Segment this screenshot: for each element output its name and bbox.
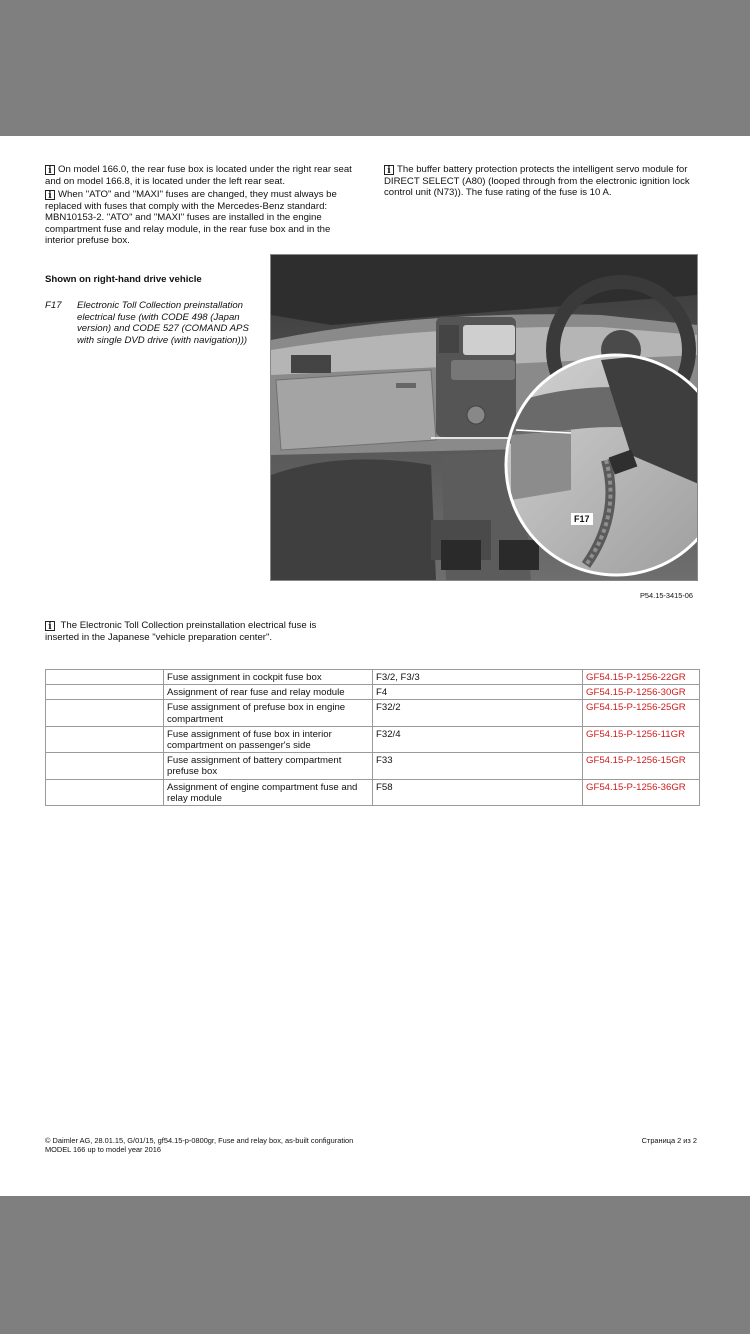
- row-fuses: F58: [373, 779, 583, 805]
- footer-line-1: © Daimler AG, 28.01.15, G/01/15, gf54.15-p-0800gr, Fuse and relay box, as-built configuration: [45, 1136, 354, 1145]
- info-icon: i: [45, 621, 55, 631]
- row-reference-link[interactable]: GF54.15-P-1256-30GR: [583, 685, 700, 700]
- table-row: [46, 726, 700, 752]
- row-fuses: F4: [373, 685, 583, 700]
- row-label: [46, 700, 164, 726]
- table-row: [46, 685, 700, 700]
- row-label: [46, 753, 164, 779]
- dashboard-illustration: [271, 255, 697, 580]
- row-reference-link[interactable]: GF54.15-P-1256-36GR: [583, 779, 700, 805]
- row-description: Fuse assignment in cockpit fuse box: [164, 670, 373, 685]
- note-ato-maxi: [45, 189, 357, 247]
- note-etc: [45, 620, 345, 643]
- row-description: Fuse assignment of fuse box in interior compartment on passenger's side: [164, 726, 373, 752]
- info-icon: i: [45, 190, 55, 200]
- callout-label-f17: F17: [571, 513, 593, 525]
- note-rear-fuse-box-text: On model 166.0, the rear fuse box is located under the right rear seat and on model 166.8, it is located under the left rear seat.: [45, 164, 352, 187]
- footer-copyright: [45, 1136, 353, 1155]
- row-label: [46, 670, 164, 685]
- row-fuses: F33: [373, 753, 583, 779]
- row-fuses: F32/2: [373, 700, 583, 726]
- row-fuses: F32/4: [373, 726, 583, 752]
- note-ato-maxi-text: When "ATO" and "MAXI" fuses are changed, they must always be replaced with fuses that comply with the Mercedes-Benz standard: MBN10153-2. "ATO" and "MAXI" fuses are installed in the engine compartment fuse and relay module, in the rear fuse box and in the interior prefuse box.: [45, 189, 337, 247]
- row-label: [46, 779, 164, 805]
- info-icon: i: [45, 165, 55, 175]
- row-reference-link[interactable]: GF54.15-P-1256-11GR: [583, 726, 700, 752]
- row-description: Assignment of engine compartment fuse and relay module: [164, 779, 373, 805]
- dashboard-figure: [270, 254, 698, 581]
- fuse-assignment-table: [45, 669, 700, 806]
- row-reference-link[interactable]: GF54.15-P-1256-22GR: [583, 670, 700, 685]
- row-description: Assignment of rear fuse and relay module: [164, 685, 373, 700]
- row-fuses: F3/2, F3/3: [373, 670, 583, 685]
- row-label: [46, 726, 164, 752]
- table-row: [46, 779, 700, 805]
- table-row: [46, 670, 700, 685]
- table-row: [46, 700, 700, 726]
- row-description: Fuse assignment of prefuse box in engine compartment: [164, 700, 373, 726]
- table-row: [46, 753, 700, 779]
- figure-id: P54.15-3415-06: [640, 591, 694, 600]
- row-reference-link[interactable]: GF54.15-P-1256-15GR: [583, 753, 700, 779]
- note-buffer-battery-text: The buffer battery protection protects the intelligent servo module for DIRECT SELECT (A80) (looped through from the electronic ignition lock control unit (N73)). The fuse rating of the fuse is 10 A.: [384, 164, 690, 199]
- footer-line-2: MODEL 166 up to model year 2016: [45, 1145, 161, 1155]
- row-reference-link[interactable]: GF54.15-P-1256-25GR: [583, 700, 700, 726]
- row-description: Fuse assignment of battery compartment prefuse box: [164, 753, 373, 779]
- note-buffer-battery: [384, 164, 696, 199]
- shown-heading: Shown on right-hand drive vehicle: [45, 274, 202, 285]
- info-icon: i: [384, 165, 394, 175]
- note-etc-text: The Electronic Toll Collection preinstallation electrical fuse is inserted in the Japanese "vehicle preparation center".: [45, 620, 317, 643]
- document-page: [0, 136, 750, 1196]
- note-rear-fuse-box: [45, 164, 357, 187]
- row-label: [46, 685, 164, 700]
- page-number: Страница 2 из 2: [641, 1136, 697, 1145]
- legend-code: F17: [45, 300, 62, 311]
- legend-description: Electronic Toll Collection preinstallation electrical fuse (with CODE 498 (Japan version) and CODE 527 (COMAND APS with single DVD drive (with navigation))): [77, 300, 249, 346]
